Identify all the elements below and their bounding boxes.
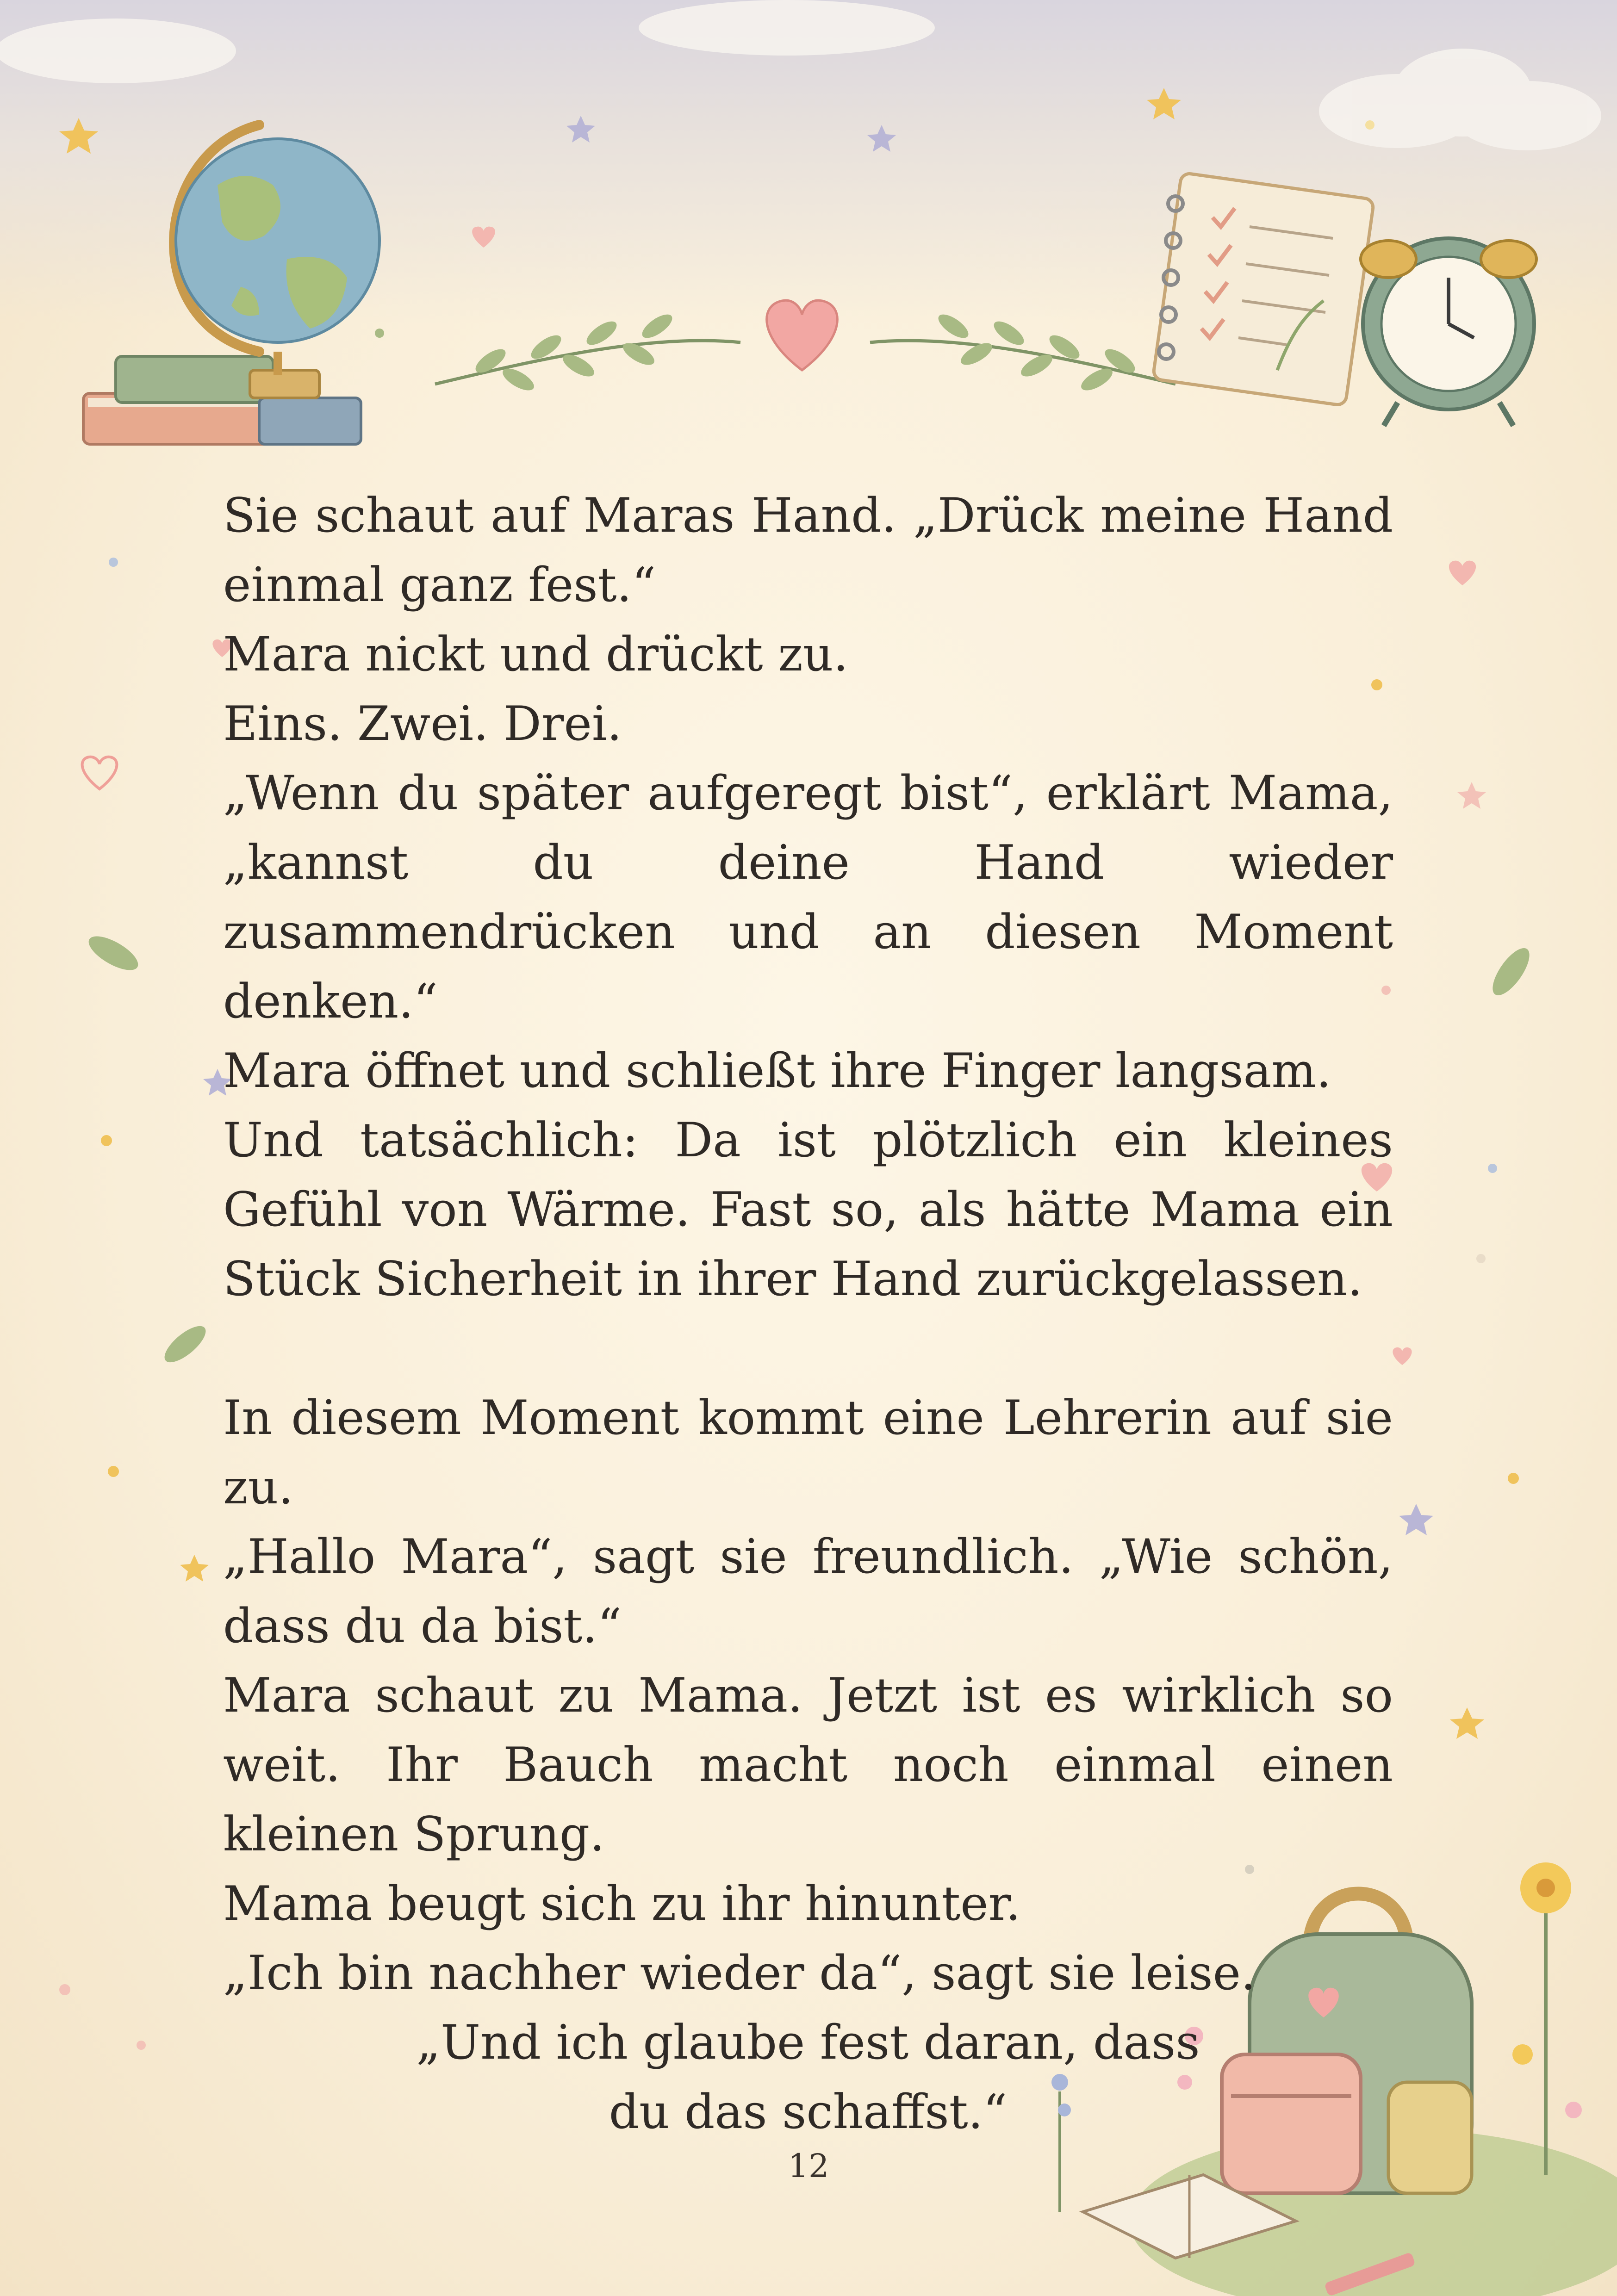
closing-line: „Und ich glaube fest daran, dass (416, 2015, 1200, 2070)
paragraph: Eins. Zwei. Drei. (223, 696, 622, 751)
heart-icon (472, 227, 495, 248)
star-icon (867, 125, 896, 152)
paragraph: Mara schaut zu Mama. Jetzt ist es wirklich so weit. Ihr Bauch macht noch einmal einen kleinen Sprung. (223, 1668, 1393, 1862)
paragraph: Und tatsächlich: Da ist plötzlich ein kleines Gefühl von Wärme. Fast so, als hätte Mama ein Stück Sicherheit in ihrer Hand zurückgelassen. (223, 1113, 1393, 1307)
star-icon (180, 1555, 209, 1582)
paragraph: Mara öffnet und schließt ihre Finger langsam. (223, 1043, 1331, 1098)
vine-heart-divider (435, 300, 1175, 395)
leaf-icon (84, 930, 143, 977)
star-icon (1147, 88, 1181, 119)
paragraph: Mara nickt und drückt zu. (223, 627, 848, 682)
paragraph: Sie schaut auf Maras Hand. „Drück meine Hand einmal ganz fest.“ (223, 488, 1393, 613)
leaf-icon (1486, 943, 1536, 1001)
paragraph: „Ich bin nachher wieder da“, sagt sie leise. (223, 1946, 1256, 2001)
heart-icon (1393, 1347, 1412, 1365)
star-icon (1450, 1707, 1484, 1739)
paragraph: „Hallo Mara“, sagt sie freundlich. „Wie schön, dass du da bist.“ (223, 1529, 1393, 1654)
heart-icon (82, 757, 117, 789)
leaf-icon (159, 1320, 211, 1368)
closing-line: du das schaffst.“ (609, 2085, 1008, 2140)
heart-icon (1449, 561, 1476, 585)
page-number: 12 (788, 2147, 829, 2185)
story-text (223, 481, 1393, 2147)
paragraph-spacer (223, 1314, 1393, 1384)
notebook-and-alarm-clock-illustration (1153, 173, 1536, 426)
paragraph: „Wenn du später aufgeregt bist“, erklärt Mama, „kannst du deine Hand wieder zusammendrücken und an diesen Moment denken.“ (223, 766, 1393, 1029)
paragraph: In diesem Moment kommt eine Lehrerin auf sie zu. (223, 1390, 1393, 1515)
star-icon (59, 118, 98, 154)
heart-icon (767, 300, 838, 370)
star-icon (1399, 1504, 1433, 1535)
star-icon (566, 116, 595, 143)
paragraph: Mama beugt sich zu ihr hinunter. (223, 1876, 1021, 1931)
star-icon (1457, 782, 1486, 809)
globe-and-books-illustration (83, 125, 379, 444)
